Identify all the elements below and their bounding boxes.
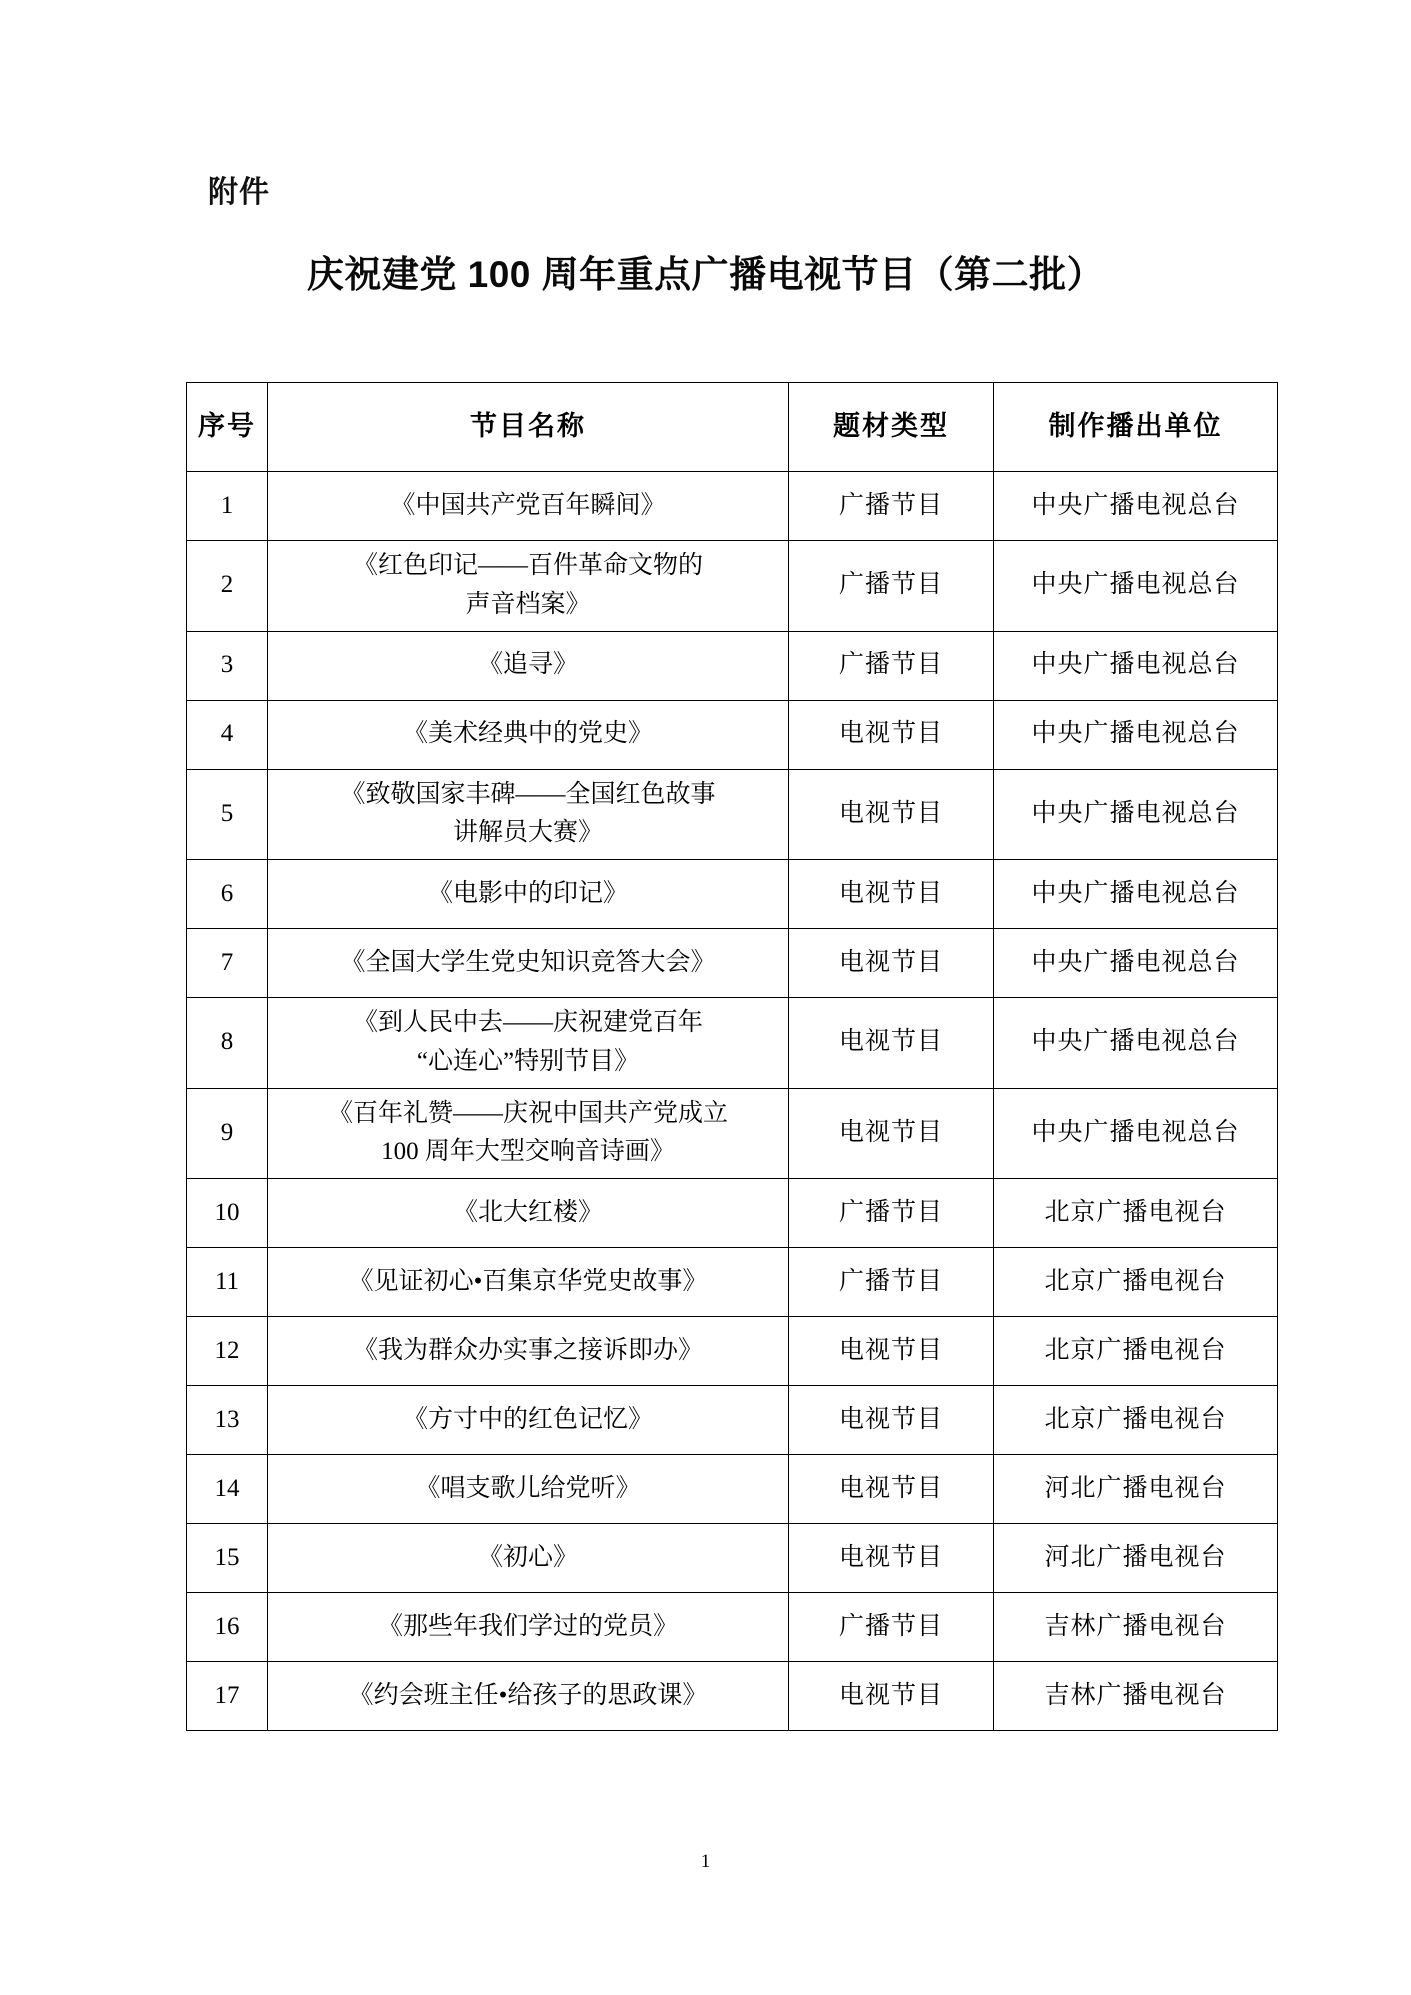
cell-program-type: 电视节目	[789, 1662, 994, 1731]
table-row	[187, 1662, 1278, 1731]
table-row	[187, 700, 1278, 769]
program-name-line-1: 《那些年我们学过的党员》	[377, 1612, 678, 1640]
table-header	[187, 383, 1278, 472]
cell-program-name	[268, 1593, 789, 1662]
table-body	[187, 472, 1278, 1731]
cell-sequence-number: 7	[187, 929, 268, 998]
program-name-line-1: 《百年礼赞——庆祝中国共产党成立	[327, 1099, 728, 1127]
cell-production-unit: 中央广播电视总台	[994, 1088, 1278, 1179]
cell-program-type: 电视节目	[789, 860, 994, 929]
cell-production-unit: 中央广播电视总台	[994, 998, 1278, 1089]
cell-sequence-number: 9	[187, 1088, 268, 1179]
program-name-line-1: 《美术经典中的党史》	[402, 720, 653, 748]
cell-sequence-number: 3	[187, 631, 268, 700]
cell-program-name	[268, 700, 789, 769]
cell-production-unit: 中央广播电视总台	[994, 631, 1278, 700]
program-name-line-2: “心连心”特别节目》	[416, 1047, 640, 1075]
table-row	[187, 998, 1278, 1089]
cell-sequence-number: 15	[187, 1524, 268, 1593]
table-row	[187, 1524, 1278, 1593]
program-name-line-1: 《电影中的印记》	[427, 879, 628, 907]
cell-program-type: 电视节目	[789, 998, 994, 1089]
program-name-line-1: 《追寻》	[477, 651, 578, 679]
program-name-line-1: 《到人民中去——庆祝建党百年	[352, 1009, 703, 1036]
program-name-line-2: 100 周年大型交响音诗画》	[381, 1138, 675, 1166]
program-table-container	[186, 382, 1241, 1731]
cell-program-name	[268, 472, 789, 541]
cell-program-name	[268, 1317, 789, 1386]
cell-sequence-number: 11	[187, 1248, 268, 1317]
program-name-line-1: 《约会班主任•给孩子的思政课》	[348, 1681, 708, 1709]
cell-sequence-number: 8	[187, 998, 268, 1089]
attachment-label: 附件	[208, 176, 270, 209]
table-row	[187, 929, 1278, 998]
program-name-line-1: 《唱支歌儿给党听》	[415, 1474, 641, 1502]
cell-production-unit: 吉林广播电视台	[994, 1593, 1278, 1662]
cell-sequence-number: 4	[187, 700, 268, 769]
table-row	[187, 1179, 1278, 1248]
column-header-name: 节目名称	[268, 383, 789, 472]
table-row	[187, 860, 1278, 929]
cell-production-unit: 北京广播电视台	[994, 1248, 1278, 1317]
cell-production-unit: 中央广播电视总台	[994, 541, 1278, 632]
program-name-line-2: 声音档案》	[465, 590, 591, 618]
cell-program-type: 电视节目	[789, 1317, 994, 1386]
cell-sequence-number: 1	[187, 472, 268, 541]
program-name-line-1: 《北大红楼》	[452, 1198, 603, 1226]
cell-program-name	[268, 1248, 789, 1317]
cell-production-unit: 中央广播电视总台	[994, 860, 1278, 929]
cell-program-type: 广播节目	[789, 1179, 994, 1248]
cell-program-name	[268, 1088, 789, 1179]
cell-program-type: 电视节目	[789, 700, 994, 769]
table-row	[187, 1317, 1278, 1386]
cell-production-unit: 北京广播电视台	[994, 1317, 1278, 1386]
cell-program-type: 电视节目	[789, 769, 994, 860]
cell-production-unit: 中央广播电视总台	[994, 769, 1278, 860]
table-row	[187, 1248, 1278, 1317]
cell-program-name	[268, 541, 789, 632]
program-name-line-1: 《初心》	[477, 1543, 578, 1571]
table-row	[187, 1455, 1278, 1524]
cell-program-name	[268, 1179, 789, 1248]
cell-program-type: 广播节目	[789, 472, 994, 541]
cell-program-name	[268, 631, 789, 700]
cell-program-name	[268, 1455, 789, 1524]
table-row	[187, 769, 1278, 860]
program-name-line-1: 《红色印记——百件革命文物的	[352, 552, 703, 579]
column-header-type: 题材类型	[789, 383, 994, 472]
cell-program-name	[268, 860, 789, 929]
program-name-line-1: 《中国共产党百年瞬间》	[390, 491, 666, 519]
table-row	[187, 472, 1278, 541]
cell-sequence-number: 17	[187, 1662, 268, 1731]
cell-program-type: 电视节目	[789, 1455, 994, 1524]
cell-program-type: 广播节目	[789, 631, 994, 700]
cell-sequence-number: 16	[187, 1593, 268, 1662]
cell-production-unit: 北京广播电视台	[994, 1179, 1278, 1248]
cell-program-type: 电视节目	[789, 1088, 994, 1179]
page-number: 1	[700, 1851, 711, 1872]
cell-program-name	[268, 1386, 789, 1455]
cell-program-type: 电视节目	[789, 1386, 994, 1455]
cell-production-unit: 河北广播电视台	[994, 1455, 1278, 1524]
cell-sequence-number: 13	[187, 1386, 268, 1455]
cell-sequence-number: 12	[187, 1317, 268, 1386]
cell-program-name	[268, 1524, 789, 1593]
column-header-no: 序号	[187, 383, 268, 472]
program-name-line-1: 《全国大学生党史知识竞答大会》	[340, 948, 716, 976]
cell-production-unit: 中央广播电视总台	[994, 929, 1278, 998]
program-table	[186, 382, 1278, 1731]
cell-sequence-number: 2	[187, 541, 268, 632]
page-title: 庆祝建党 100 周年重点广播电视节目（第二批）	[306, 254, 1105, 295]
cell-sequence-number: 5	[187, 769, 268, 860]
cell-program-type: 广播节目	[789, 541, 994, 632]
program-name-line-1: 《方寸中的红色记忆》	[402, 1405, 653, 1433]
table-row	[187, 1088, 1278, 1179]
cell-production-unit: 北京广播电视台	[994, 1386, 1278, 1455]
cell-program-type: 广播节目	[789, 1248, 994, 1317]
cell-production-unit: 吉林广播电视台	[994, 1662, 1278, 1731]
cell-program-type: 电视节目	[789, 929, 994, 998]
table-row	[187, 1386, 1278, 1455]
cell-program-name	[268, 929, 789, 998]
program-name-line-1: 《我为群众办实事之接诉即办》	[352, 1336, 703, 1364]
cell-sequence-number: 14	[187, 1455, 268, 1524]
cell-production-unit: 中央广播电视总台	[994, 700, 1278, 769]
cell-program-type: 广播节目	[789, 1593, 994, 1662]
cell-sequence-number: 6	[187, 860, 268, 929]
cell-program-name	[268, 1662, 789, 1731]
cell-sequence-number: 10	[187, 1179, 268, 1248]
table-header-row	[187, 383, 1278, 472]
table-row	[187, 541, 1278, 632]
cell-production-unit: 中央广播电视总台	[994, 472, 1278, 541]
program-name-line-2: 讲解员大赛》	[452, 819, 603, 847]
cell-production-unit: 河北广播电视台	[994, 1524, 1278, 1593]
cell-program-name	[268, 769, 789, 860]
table-row	[187, 631, 1278, 700]
program-name-line-1: 《致敬国家丰碑——全国红色故事	[340, 780, 716, 808]
cell-program-type: 电视节目	[789, 1524, 994, 1593]
program-name-line-1: 《见证初心•百集京华党史故事》	[348, 1267, 708, 1295]
column-header-unit: 制作播出单位	[994, 383, 1278, 472]
cell-program-name	[268, 998, 789, 1089]
table-row	[187, 1593, 1278, 1662]
